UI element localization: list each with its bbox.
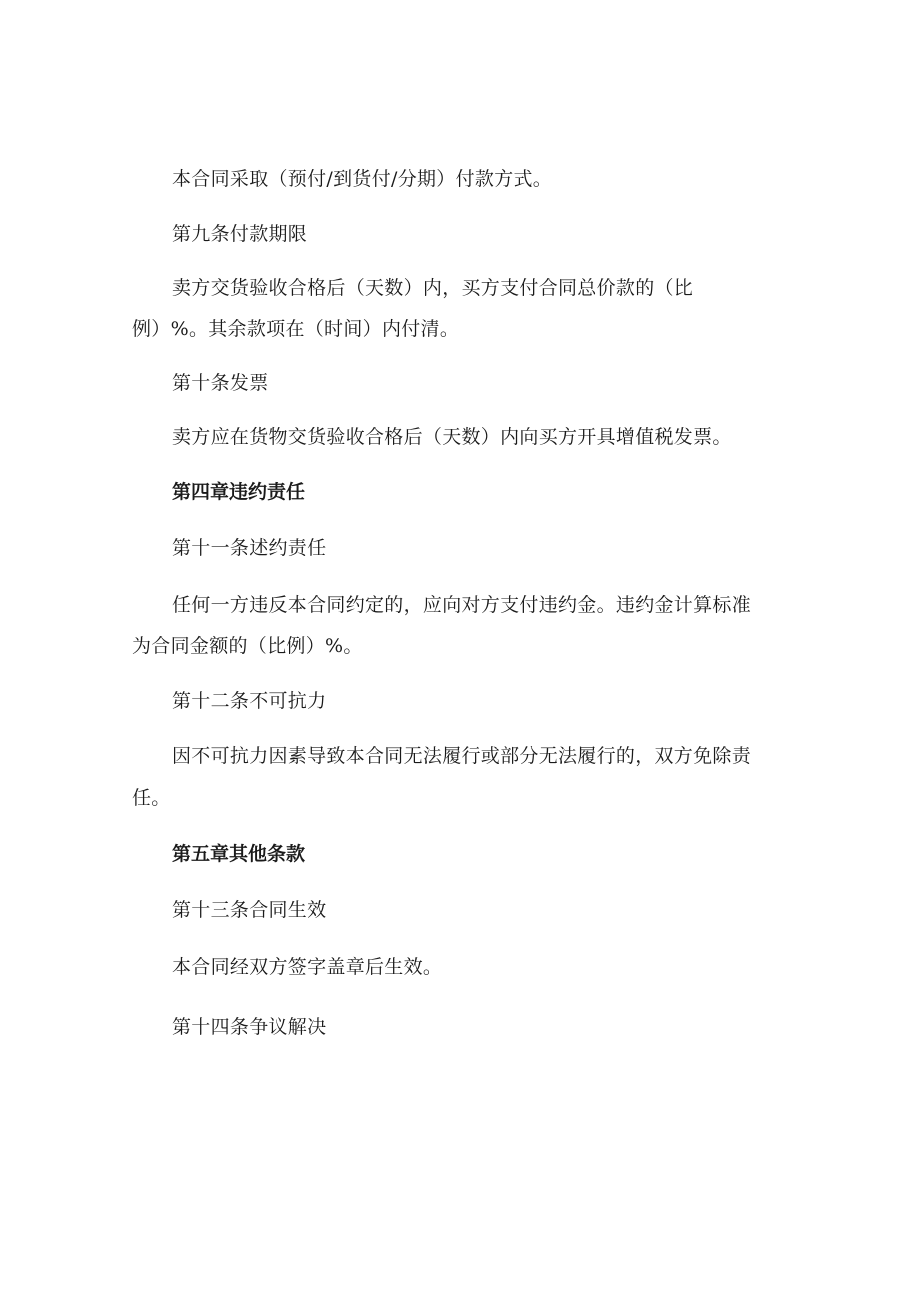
article-10-title: 第十条发票: [172, 372, 269, 394]
article-12-body-line-2: 任。: [132, 787, 171, 809]
article-14-title: 第十四条争议解决: [172, 1016, 327, 1038]
article-9-body-line-1: 卖方交货验收合格后（天数）内，买方支付合同总价款的（比: [172, 277, 694, 299]
chapter-5-heading: 第五章其他条款: [172, 843, 306, 865]
article-12-body-line-1: 因不可抗力因素导致本合同无法履行或部分无法履行的，双方免除责: [172, 745, 752, 767]
article-9-body-line-2: 例）%。其余款项在（时间）内付清。: [132, 318, 460, 340]
article-11-title: 第十一条述约责任: [172, 537, 327, 559]
article-11-body-line-1: 任何一方违反本合同约定的，应向对方支付违约金。违约金计算标准: [172, 594, 752, 616]
article-11-body-line-2: 为合同金额的（比例）%。: [132, 635, 363, 657]
article-13-body: 本合同经双方签字盖章后生效。: [172, 956, 443, 978]
article-12-title: 第十二条不可抗力: [172, 690, 327, 712]
payment-method-paragraph: 本合同采取（预付/到货付/分期）付款方式。: [172, 168, 553, 190]
article-13-title: 第十三条合同生效: [172, 899, 327, 921]
chapter-4-heading: 第四章违约责任: [172, 481, 306, 503]
article-9-title: 第九条付款期限: [172, 223, 308, 245]
article-10-body: 卖方应在货物交货验收合格后（天数）内向买方开具增值税发票。: [172, 426, 732, 448]
